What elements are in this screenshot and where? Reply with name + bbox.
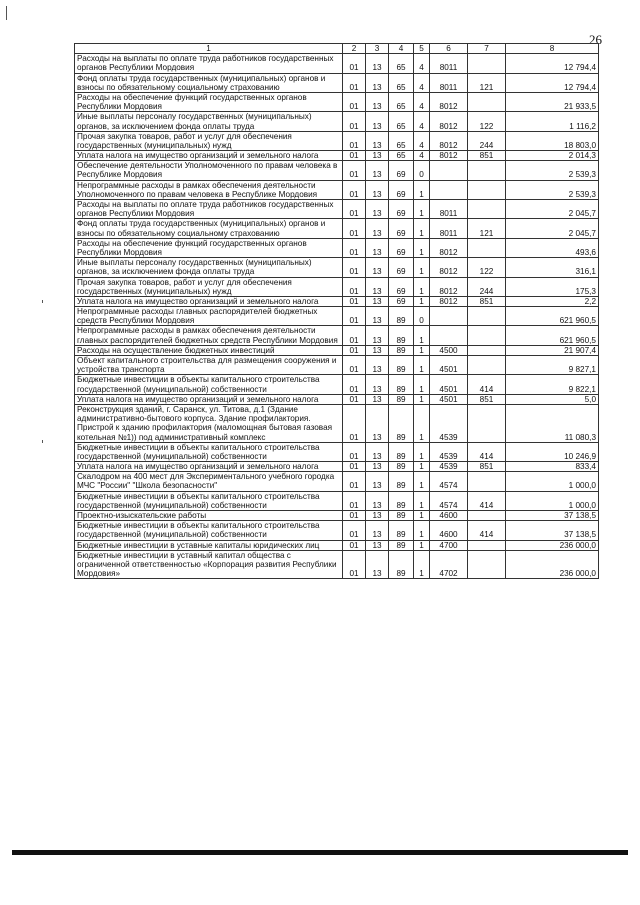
article-cell: 4574 [430,472,468,491]
row-name-cell: Бюджетные инвестиции в уставный капитал общества с ограниченной ответственностью «Корпорация развития Республики Мордовия» [75,550,343,579]
amount-cell: 21 907,4 [506,345,599,355]
subprogram-cell: 1 [414,550,430,579]
section-cell: 01 [343,540,366,550]
expense-type-cell [468,200,506,219]
subprogram-cell: 1 [414,491,430,510]
section-cell: 01 [343,511,366,521]
article-cell: 8012 [430,277,468,296]
expense-type-cell: 121 [468,219,506,238]
expense-type-cell: 244 [468,131,506,150]
article-cell: 4500 [430,345,468,355]
amount-cell: 2,2 [506,296,599,306]
section-cell: 01 [343,258,366,277]
article-cell: 8012 [430,112,468,131]
row-name-cell: Расходы на осуществление бюджетных инвестиций [75,345,343,355]
budget-table [74,43,599,579]
section-cell: 01 [343,180,366,199]
table-row [75,238,599,257]
expense-type-cell [468,92,506,111]
expense-type-cell: 414 [468,491,506,510]
amount-cell: 9 827,1 [506,356,599,375]
section-cell: 01 [343,200,366,219]
expense-type-cell [468,307,506,326]
expense-type-cell: 414 [468,375,506,394]
amount-cell: 621 960,5 [506,307,599,326]
subsection-cell: 13 [366,404,389,442]
section-cell: 01 [343,345,366,355]
row-name-cell: Скалодром на 400 мест для Экспериментального учебного городка МЧС "России" "Школа безопасности" [75,472,343,491]
row-name-cell: Непрограммные расходы в рамках обеспечения деятельности Уполномоченного по правам человека в Республике Мордовия [75,180,343,199]
subsection-cell: 13 [366,491,389,510]
table-row [75,219,599,238]
amount-cell: 1 116,2 [506,112,599,131]
column-header: 2 [343,44,366,54]
row-name-cell: Уплата налога на имущество организаций и земельного налога [75,296,343,306]
expense-type-cell [468,238,506,257]
table-body [75,54,599,579]
program-cell: 89 [389,307,414,326]
section-cell: 01 [343,356,366,375]
subprogram-cell: 1 [414,238,430,257]
subsection-cell: 13 [366,394,389,404]
subsection-cell: 13 [366,356,389,375]
amount-cell: 2 045,7 [506,219,599,238]
table-row [75,404,599,442]
program-cell: 69 [389,277,414,296]
subsection-cell: 13 [366,442,389,461]
amount-cell: 37 138,5 [506,521,599,540]
program-cell: 65 [389,92,414,111]
scan-mark [42,440,43,443]
program-cell: 89 [389,511,414,521]
row-name-cell: Иные выплаты персоналу государственных (муниципальных) органов, за исключением фонда оплаты труда [75,112,343,131]
section-cell: 01 [343,92,366,111]
section-cell: 01 [343,112,366,131]
table-row [75,345,599,355]
row-name-cell: Уплата налога на имущество организаций и земельного налога [75,462,343,472]
section-cell: 01 [343,296,366,306]
section-cell: 01 [343,472,366,491]
table-row [75,462,599,472]
subsection-cell: 13 [366,131,389,150]
program-cell: 89 [389,326,414,345]
program-cell: 69 [389,258,414,277]
table-row [75,73,599,92]
article-cell: 4600 [430,511,468,521]
expense-type-cell [468,54,506,73]
row-name-cell: Проектно-изыскательские работы [75,511,343,521]
subsection-cell: 13 [366,345,389,355]
section-cell: 01 [343,394,366,404]
subsection-cell: 13 [366,307,389,326]
article-cell [430,161,468,180]
amount-cell: 2 045,7 [506,200,599,219]
program-cell: 89 [389,404,414,442]
article-cell: 8011 [430,219,468,238]
section-cell: 01 [343,326,366,345]
table-row [75,472,599,491]
program-cell: 69 [389,161,414,180]
page-number: 26 [589,32,602,47]
section-cell: 01 [343,219,366,238]
article-cell: 4539 [430,404,468,442]
subprogram-cell: 4 [414,131,430,150]
article-cell [430,180,468,199]
subprogram-cell: 1 [414,472,430,491]
program-cell: 89 [389,394,414,404]
subprogram-cell: 4 [414,92,430,111]
amount-cell: 12 794,4 [506,73,599,92]
table-row [75,54,599,73]
program-cell: 69 [389,180,414,199]
subsection-cell: 13 [366,462,389,472]
program-cell: 89 [389,375,414,394]
article-cell: 4501 [430,356,468,375]
row-name-cell: Расходы на выплаты по оплате труда работников государственных органов Республики Мордовия [75,54,343,73]
section-cell: 01 [343,54,366,73]
subprogram-cell: 1 [414,200,430,219]
expense-type-cell [468,356,506,375]
amount-cell: 2 014,3 [506,151,599,161]
section-cell: 01 [343,277,366,296]
subprogram-cell: 1 [414,462,430,472]
expense-type-cell [468,326,506,345]
row-name-cell: Уплата налога на имущество организаций и земельного налога [75,151,343,161]
section-cell: 01 [343,131,366,150]
column-header: 1 [75,44,343,54]
program-cell: 69 [389,219,414,238]
subsection-cell: 13 [366,375,389,394]
section-cell: 01 [343,442,366,461]
table-header-row [75,44,599,54]
table-row [75,112,599,131]
column-header: 5 [414,44,430,54]
row-name-cell: Бюджетные инвестиции в объекты капитального строительства государственной (муниципальной) собственности [75,442,343,461]
subsection-cell: 13 [366,54,389,73]
program-cell: 89 [389,462,414,472]
subsection-cell: 13 [366,238,389,257]
amount-cell: 621 960,5 [506,326,599,345]
table-row [75,550,599,579]
subprogram-cell: 1 [414,356,430,375]
amount-cell: 9 822,1 [506,375,599,394]
section-cell: 01 [343,238,366,257]
expense-type-cell: 414 [468,442,506,461]
subsection-cell: 13 [366,200,389,219]
table-row [75,394,599,404]
table-row [75,180,599,199]
program-cell: 89 [389,356,414,375]
row-name-cell: Объект капитального строительства для размещения сооружения и устройства транспорта [75,356,343,375]
subprogram-cell: 1 [414,521,430,540]
amount-cell: 18 803,0 [506,131,599,150]
expense-type-cell: 122 [468,112,506,131]
subprogram-cell: 4 [414,151,430,161]
section-cell: 01 [343,161,366,180]
table-row [75,521,599,540]
amount-cell: 11 080,3 [506,404,599,442]
subprogram-cell: 0 [414,161,430,180]
article-cell: 8012 [430,258,468,277]
amount-cell: 10 246,9 [506,442,599,461]
subprogram-cell: 1 [414,375,430,394]
row-name-cell: Бюджетные инвестиции в объекты капитального строительства государственной (муниципальной) собственности [75,375,343,394]
table-row [75,307,599,326]
article-cell: 8011 [430,200,468,219]
section-cell: 01 [343,462,366,472]
amount-cell: 833,4 [506,462,599,472]
amount-cell: 21 933,5 [506,92,599,111]
scan-mark [42,300,43,303]
row-name-cell: Расходы на обеспечение функций государственных органов Республики Мордовия [75,92,343,111]
article-cell [430,326,468,345]
program-cell: 65 [389,131,414,150]
subsection-cell: 13 [366,550,389,579]
program-cell: 69 [389,296,414,306]
row-name-cell: Иные выплаты персоналу государственных (муниципальных) органов, за исключением фонда оплаты труда [75,258,343,277]
row-name-cell: Прочая закупка товаров, работ и услуг для обеспечения государственных (муниципальных) нужд [75,277,343,296]
table-row [75,161,599,180]
program-cell: 89 [389,491,414,510]
table-row [75,540,599,550]
program-cell: 65 [389,112,414,131]
subsection-cell: 13 [366,73,389,92]
column-header: 8 [506,44,599,54]
row-name-cell: Прочая закупка товаров, работ и услуг для обеспечения государственных (муниципальных) нужд [75,131,343,150]
column-header: 7 [468,44,506,54]
section-cell: 01 [343,73,366,92]
amount-cell: 37 138,5 [506,511,599,521]
expense-type-cell [468,550,506,579]
article-cell: 8012 [430,131,468,150]
amount-cell: 1 000,0 [506,472,599,491]
amount-cell: 12 794,4 [506,54,599,73]
section-cell: 01 [343,491,366,510]
article-cell: 4501 [430,375,468,394]
expense-type-cell: 851 [468,462,506,472]
expense-type-cell [468,180,506,199]
page-bottom-rule [12,850,628,855]
table-row [75,151,599,161]
amount-cell: 2 539,3 [506,161,599,180]
table-row [75,258,599,277]
row-name-cell: Фонд оплаты труда государственных (муниципальных) органов и взносы по обязательному социальному страхованию [75,219,343,238]
row-name-cell: Бюджетные инвестиции в уставные капиталы юридических лиц [75,540,343,550]
article-cell: 4600 [430,521,468,540]
subsection-cell: 13 [366,151,389,161]
expense-type-cell: 122 [468,258,506,277]
expense-type-cell [468,404,506,442]
subsection-cell: 13 [366,472,389,491]
table-row [75,92,599,111]
subprogram-cell: 1 [414,326,430,345]
table-row [75,277,599,296]
article-cell: 4539 [430,462,468,472]
expense-type-cell: 414 [468,521,506,540]
expense-type-cell: 851 [468,296,506,306]
table-row [75,131,599,150]
table-row [75,491,599,510]
program-cell: 89 [389,345,414,355]
article-cell: 8012 [430,238,468,257]
article-cell: 4539 [430,442,468,461]
subprogram-cell: 4 [414,112,430,131]
amount-cell: 5,0 [506,394,599,404]
subsection-cell: 13 [366,326,389,345]
program-cell: 65 [389,73,414,92]
row-name-cell: Обеспечение деятельности Уполномоченного по правам человека в Республике Мордовия [75,161,343,180]
article-cell: 8012 [430,296,468,306]
amount-cell: 236 000,0 [506,550,599,579]
row-name-cell: Непрограммные расходы главных распорядителей бюджетных средств Республики Мордовия [75,307,343,326]
subprogram-cell: 1 [414,394,430,404]
section-cell: 01 [343,404,366,442]
subsection-cell: 13 [366,540,389,550]
subprogram-cell: 1 [414,180,430,199]
subsection-cell: 13 [366,161,389,180]
subprogram-cell: 1 [414,345,430,355]
section-cell: 01 [343,307,366,326]
subsection-cell: 13 [366,296,389,306]
row-name-cell: Бюджетные инвестиции в объекты капитального строительства государственной (муниципальной) собственности [75,521,343,540]
expense-type-cell [468,472,506,491]
row-name-cell: Непрограммные расходы в рамках обеспечения деятельности главных распорядителей бюджетных средств Республики Мордовия [75,326,343,345]
subprogram-cell: 1 [414,540,430,550]
table-row [75,442,599,461]
table-row [75,326,599,345]
subprogram-cell: 1 [414,404,430,442]
article-cell [430,307,468,326]
program-cell: 65 [389,54,414,73]
program-cell: 89 [389,472,414,491]
program-cell: 89 [389,540,414,550]
section-cell: 01 [343,151,366,161]
subsection-cell: 13 [366,180,389,199]
section-cell: 01 [343,375,366,394]
row-name-cell: Расходы на обеспечение функций государственных органов Республики Мордовия [75,238,343,257]
subprogram-cell: 1 [414,219,430,238]
article-cell: 8012 [430,92,468,111]
subsection-cell: 13 [366,521,389,540]
subprogram-cell: 1 [414,296,430,306]
article-cell: 8011 [430,54,468,73]
expense-type-cell [468,511,506,521]
expense-type-cell [468,540,506,550]
article-cell: 4700 [430,540,468,550]
expense-type-cell [468,345,506,355]
expense-type-cell: 121 [468,73,506,92]
expense-type-cell: 244 [468,277,506,296]
subsection-cell: 13 [366,219,389,238]
table-row [75,200,599,219]
column-header: 4 [389,44,414,54]
subsection-cell: 13 [366,112,389,131]
amount-cell: 236 000,0 [506,540,599,550]
amount-cell: 493,6 [506,238,599,257]
row-name-cell: Расходы на выплаты по оплате труда работников государственных органов Республики Мордовия [75,200,343,219]
subsection-cell: 13 [366,277,389,296]
subprogram-cell: 1 [414,277,430,296]
table-row [75,375,599,394]
program-cell: 69 [389,200,414,219]
subprogram-cell: 4 [414,73,430,92]
column-header: 3 [366,44,389,54]
amount-cell: 175,3 [506,277,599,296]
program-cell: 89 [389,521,414,540]
row-name-cell: Реконструкция зданий, г. Саранск, ул. Титова, д.1 (Здание административно-бытового корпуса. Здание профилактория. Пристрой к зданию профилактория (маломощная бытовая газовая котельная №1)) под административный комплекс [75,404,343,442]
program-cell: 89 [389,550,414,579]
subprogram-cell: 4 [414,54,430,73]
article-cell: 4702 [430,550,468,579]
scan-mark [6,6,7,20]
table-row [75,356,599,375]
column-header: 6 [430,44,468,54]
row-name-cell: Уплата налога на имущество организаций и земельного налога [75,394,343,404]
subsection-cell: 13 [366,511,389,521]
article-cell: 8011 [430,73,468,92]
subprogram-cell: 1 [414,442,430,461]
program-cell: 65 [389,151,414,161]
row-name-cell: Бюджетные инвестиции в объекты капитального строительства государственной (муниципальной) собственности [75,491,343,510]
expense-type-cell: 851 [468,394,506,404]
subprogram-cell: 1 [414,511,430,521]
program-cell: 89 [389,442,414,461]
section-cell: 01 [343,521,366,540]
table-row [75,511,599,521]
article-cell: 8012 [430,151,468,161]
subsection-cell: 13 [366,258,389,277]
table-row [75,296,599,306]
expense-type-cell [468,161,506,180]
article-cell: 4501 [430,394,468,404]
subprogram-cell: 1 [414,258,430,277]
amount-cell: 2 539,3 [506,180,599,199]
program-cell: 69 [389,238,414,257]
subprogram-cell: 0 [414,307,430,326]
amount-cell: 316,1 [506,258,599,277]
subsection-cell: 13 [366,92,389,111]
expense-type-cell: 851 [468,151,506,161]
amount-cell: 1 000,0 [506,491,599,510]
section-cell: 01 [343,550,366,579]
article-cell: 4574 [430,491,468,510]
row-name-cell: Фонд оплаты труда государственных (муниципальных) органов и взносы по обязательному социальному страхованию [75,73,343,92]
